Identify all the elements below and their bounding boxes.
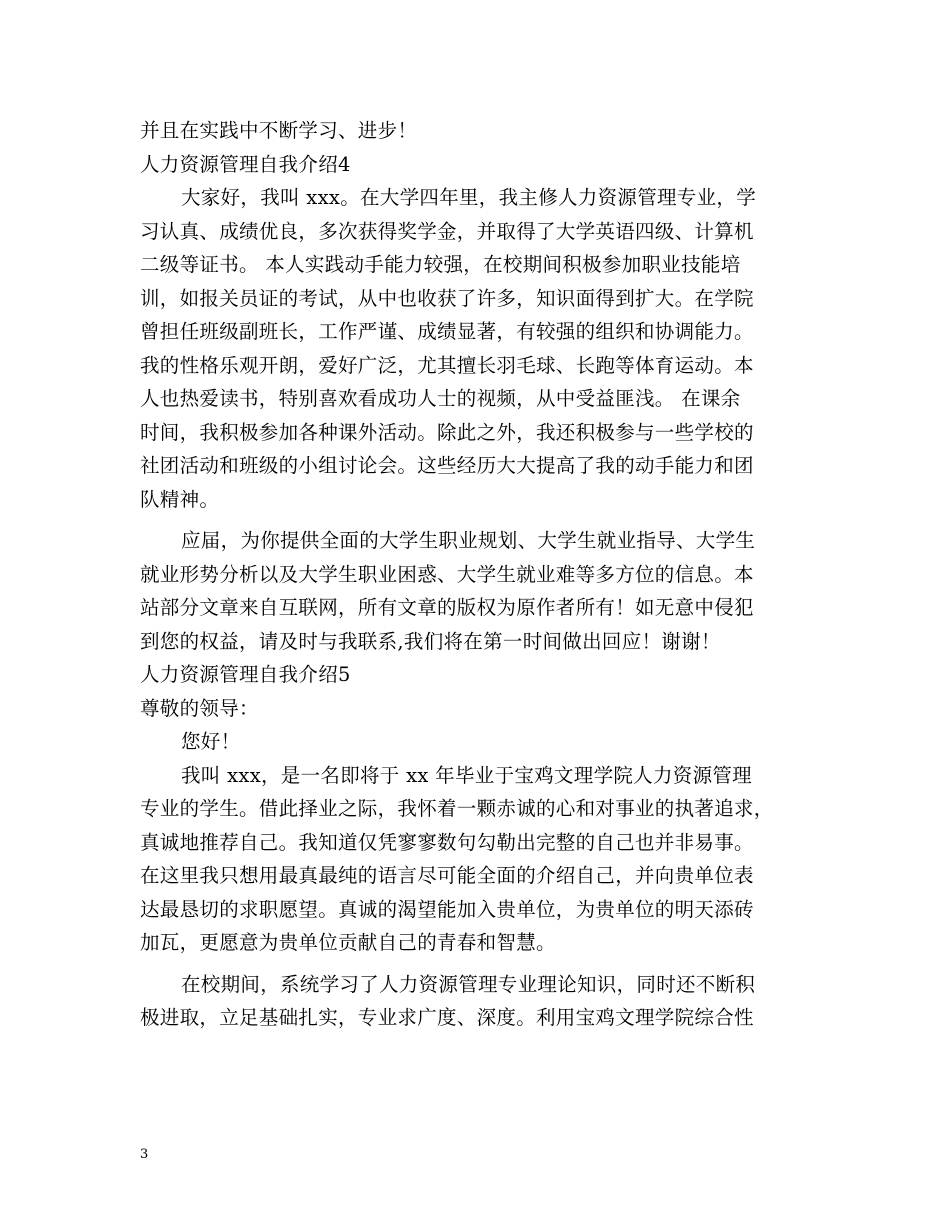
- section5-paragraph-2: [140, 968, 820, 1035]
- text-line: 极进取，立足基础扎实，专业求广度、深度。利用宝鸡文理学院综合性: [140, 1006, 754, 1029]
- text-line: 习认真、成绩优良，多次获得奖学金，并取得了大学英语四级、计算机: [140, 219, 754, 243]
- page-content: [140, 114, 820, 1035]
- continuation-line: 并且在实践中不断学习、进步！: [140, 119, 418, 142]
- text-line: 在校期间，系统学习了人力资源管理专业理论知识，同时还不断积: [181, 972, 756, 996]
- text-line: 达最恳切的求职愿望。真诚的渴望能加入贵单位，为贵单位的明天添砖: [140, 897, 754, 921]
- text-line: 加瓦，更愿意为贵单位贡献自己的青春和智慧。: [140, 931, 556, 954]
- text-line: 二级等证书。 本人实践动手能力较强，在校期间积极参加职业技能培: [140, 253, 741, 276]
- salutation: 尊敬的领导：: [140, 696, 259, 720]
- text-line: 到您的权益，请及时与我联系,我们将在第一时间做出回应！谢谢！: [140, 629, 721, 653]
- text-line: 在这里我只想用最真最纯的语言尽可能全面的介绍自己，并向贵单位表: [140, 864, 754, 887]
- text-line: 人也热爱读书，特别喜欢看成功人士的视频，从中受益匪浅。 在课余: [140, 387, 741, 410]
- text-line: 我叫 xxx，是一名即将于 xx 年毕业于宝鸡文理学院人力资源管理: [181, 763, 752, 787]
- section-heading-4: 人力资源管理自我介绍4: [140, 152, 351, 176]
- text-line: 社团活动和班级的小组讨论会。这些经历大大提高了我的动手能力和团: [140, 454, 754, 477]
- text-line: 队精神。: [140, 487, 220, 511]
- text-line: 专业的学生。借此择业之际，我怀着一颗赤诚的心和对事业的执著追求，: [140, 797, 774, 820]
- section5-paragraph-1: [140, 759, 820, 960]
- section4-paragraph-2: [140, 524, 820, 658]
- page-number: 3: [140, 1147, 149, 1162]
- text-line: 大家好，我叫 xxx。在大学四年里，我主修人力资源管理专业，学: [181, 186, 756, 209]
- section-heading-5: 人力资源管理自我介绍5: [140, 663, 351, 686]
- text-line: 站部分文章来自互联网，所有文章的版权为原作者所有！如无意中侵犯: [140, 596, 754, 619]
- greeting: 您好！: [181, 730, 241, 753]
- text-line: 就业形势分析以及大学生职业困惑、大学生就业难等多方位的信息。本: [140, 562, 754, 586]
- section4-paragraph-1: [140, 181, 820, 516]
- text-line: 我的性格乐观开朗，爱好广泛，尤其擅长羽毛球、长跑等体育运动。本: [140, 353, 754, 377]
- text-line: 曾担任班级副班长，工作严谨、成绩显著，有较强的组织和协调能力。: [140, 320, 754, 343]
- text-line: 训，如报关员证的考试，从中也收获了许多，知识面得到扩大。在学院: [140, 286, 754, 310]
- text-line: 应届，为你提供全面的大学生职业规划、大学生就业指导、大学生: [181, 529, 756, 552]
- text-line: 时间，我积极参加各种课外活动。除此之外，我还积极参与一些学校的: [140, 420, 754, 444]
- text-line: 真诚地推荐自己。我知道仅凭寥寥数句勾勒出完整的自己也并非易事。: [140, 830, 754, 854]
